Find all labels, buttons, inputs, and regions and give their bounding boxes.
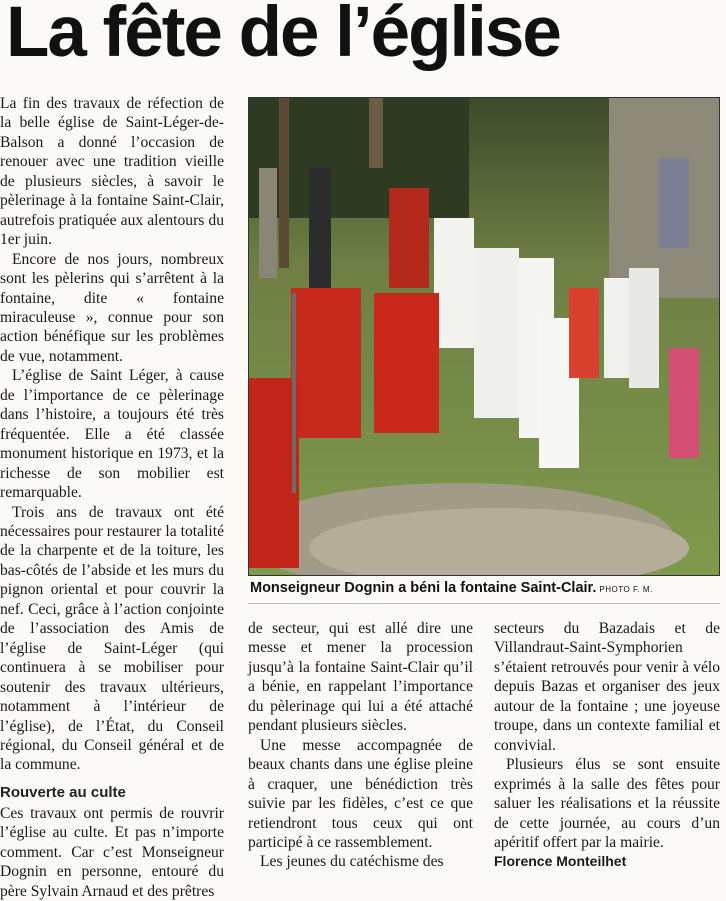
- photo-caption-text: Monseigneur Dognin a béni la fontaine Saint-Clair.: [250, 580, 597, 596]
- article-intro-paragraph: La fin des travaux de réfection de la belle église de Saint-Léger-de-Balson a donné l’occasion de renouer avec une tradition vieille de plusieurs siècles, à savoir le pèlerinage à la fontaine Saint-Clair, autrefois pratiquée aux alentours du 1er juin.: [0, 95, 224, 249]
- photo-caption: [250, 580, 720, 596]
- article-column-1: [0, 94, 224, 901]
- article-paragraph: L’église de Saint Léger, à cause de l’importance de ce pèlerinage dans l’histoire, a toujours été très fréquentée. Elle a été classée monument historique en 1973, et la richesse de son mobilier est remarquable.: [0, 367, 224, 502]
- section-subhead: Rouverte au culte: [0, 783, 126, 801]
- article-column-3: [494, 619, 720, 872]
- article-paragraph: Une messe accompagnée de beaux chants dans une église pleine à craquer, une bénédiction très suivie par les fidèles, c’est ce que retiendront tous ceux qui ont participé à ce rassemblement.: [248, 736, 473, 851]
- article-paragraph: Les jeunes du catéchisme des: [260, 853, 444, 871]
- article-paragraph: secteurs du Bazadais et de Villandraut-Saint-Symphorien s’étaient retrouvés pour venir à vélo depuis Bazas et organiser des jeux autour de la fontaine ; une joyeuse troupe, dans un contexte familial et convivial.: [494, 620, 720, 754]
- procession-photo: [248, 97, 720, 576]
- article-column-2: [248, 619, 473, 872]
- article-paragraph: Trois ans de travaux ont été nécessaires pour restaurer la totalité de la charpente et de la toiture, les bas-côtés de l’abside et les murs du pignon oriental et pour couvrir la nef. Ceci, grâce à l’action conjointe de l’association des Amis de l’église de Saint-Léger (qui continuera à se mobiliser pour soutenir des travaux ultérieurs, notamment à l’intérieur de l’église), de l’État, du Conseil régional, du Conseil général et de la commune.: [0, 503, 224, 774]
- article-paragraph: de secteur, qui est allé dire une messe et mener la procession jusqu’à la fontaine Saint-Clair qu’il a bénie, en rappelant l’importance du pèlerinage qui lui a été attaché pendant plusieurs siècles.: [248, 620, 473, 735]
- article-paragraph: Encore de nos jours, nombreux sont les pèlerins qui s’arrêtent à la fontaine, dite « fontaine miraculeuse », connue pour son action bénéfique sur les problèmes de vue, notamment.: [0, 250, 224, 365]
- article-paragraph: Ces travaux ont permis de rouvrir l’église au culte. Et pas n’importe comment. Car c’est Monseigneur Dognin en personne, entouré du père Sylvain Arnaud et des prêtres: [0, 804, 224, 900]
- caption-divider: [248, 603, 720, 604]
- article-byline: Florence Monteilhet: [494, 853, 627, 870]
- photo-credit: PHOTO F. M.: [599, 585, 653, 594]
- article-headline: La fête de l’église: [6, 0, 560, 72]
- article-paragraph: Plusieurs élus se sont ensuite exprimés à la salle des fêtes pour saluer les réalisations et la réussite de cette journée, au cours d’un apéritif offert par la mairie.: [494, 756, 720, 851]
